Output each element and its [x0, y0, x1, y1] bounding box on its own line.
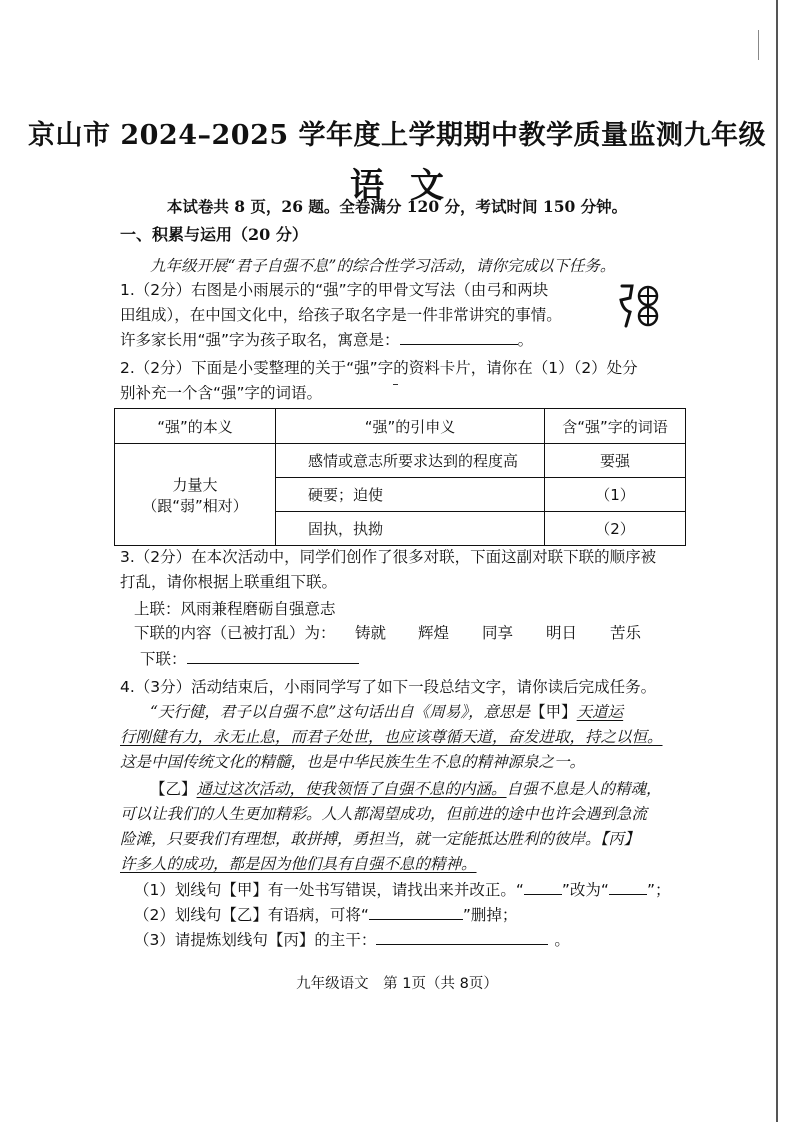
card-header-extended: “强”的引申义 [276, 409, 545, 444]
q2-line2: 别补充一个含“强”字的词语。 [120, 384, 323, 402]
q4-para2-line3: 险滩，只要我们有理想，敢拼搏，勇担当，就一定能抵达胜利的彼岸。【丙】 [120, 830, 640, 848]
couplet-scrambled [134, 621, 336, 643]
section-intro: 九年级开展“君子自强不息”的综合性学习活动，请你完成以下任务。 [150, 257, 616, 275]
exam-title: 京山市 2024–2025 学年度上学期期中教学质量监测九年级 [27, 120, 767, 151]
mark-yi: 【乙】 [150, 780, 197, 798]
scramble-word: 辉煌 [418, 624, 450, 642]
word-blank-1[interactable]: （1） [545, 478, 686, 512]
q4-task3: （3）请提炼划线句【丙】的主干： 。 [134, 931, 570, 949]
subject-title: 语文 [350, 166, 470, 206]
scramble-word: 明日 [546, 624, 578, 642]
scramble-word: 铸就 [355, 624, 387, 642]
extended-meaning-cell: 固执，执拗 [276, 512, 545, 546]
card-header-origin: “强”的本义 [115, 409, 276, 444]
extended-meaning-cell: 硬要；迫使 [276, 478, 545, 512]
task3-answer-blank[interactable] [376, 930, 548, 945]
q4-para2-line4: 许多人的成功，都是因为他们具有自强不息的精神。 [120, 855, 477, 873]
q3-answer-line [140, 647, 359, 669]
page-footer: 九年级语文 第 1页（共 8页） [296, 976, 498, 992]
q4-task2: （2）划线句【乙】有语病，可将“ ”删掉； [134, 906, 518, 924]
word-cell: 要强 [545, 444, 686, 478]
stray-mark [393, 384, 398, 385]
q3-answer-blank[interactable] [187, 649, 359, 664]
task1-correct-char-blank[interactable] [609, 880, 647, 895]
mark-jia: 【甲】 [530, 703, 577, 721]
extended-meaning-cell: 感情或意志所要求达到的程度高 [276, 444, 545, 478]
q4-para1-line2: 行刚健有力，永无止息，而君子处世，也应该尊循天道，奋发进取，持之以恒。 [120, 728, 663, 746]
task2-answer-blank[interactable] [369, 905, 463, 920]
section-heading: 一、积累与运用（20 分） [120, 225, 308, 244]
qiang-info-card [114, 408, 686, 546]
q4-para2-line1: 【乙】通过这次活动，使我领悟了自强不息的内涵。自强不息是人的精魂， [150, 780, 662, 798]
q1-answer-blank[interactable] [400, 330, 518, 345]
card-header-words: 含“强”字的词语 [545, 409, 686, 444]
q3-answer-label: 下联： [140, 650, 187, 668]
origin-meaning: 力量大 [172, 475, 218, 494]
q1-line1: 1.（2分）右图是小雨展示的“强”字的甲骨文写法（由弓和两块 [120, 281, 549, 299]
card-header-row [115, 409, 686, 444]
q4-line1: 4.（3分）活动结束后，小雨同学写了如下一段总结文字，请你读后完成任务。 [120, 678, 657, 696]
origin-note: （跟“弱”相对） [142, 496, 248, 515]
q3-line1: 3.（2分）在本次活动中，同学们创作了很多对联，下面这副对联下联的顺序被 [120, 548, 657, 566]
q3-line2: 打乱，请你根据上联重组下联。 [120, 573, 338, 591]
q4-task1: （1）划线句【甲】有一处书写错误，请找出来并改正。“ ”改为“ ”； [134, 881, 671, 899]
scrambled-label: 下联的内容（已被打乱）为： [134, 624, 336, 642]
q1-prompt: 许多家长用“强”字为孩子取名，寓意是： [120, 331, 400, 349]
q4-para2-line2: 可以让我们的人生更加精彩。人人都渴望成功，但前进的途中也许会遇到急流 [120, 805, 648, 823]
exam-info: 本试卷共 8 页，26 题。全卷满分 120 分，考试时间 150 分钟。 [166, 197, 628, 216]
word-blank-2[interactable]: （2） [545, 512, 686, 546]
scramble-word: 同享 [482, 624, 514, 642]
couplet-upper: 上联：风雨兼程磨砺自强意志 [134, 600, 336, 618]
card-origin-cell [115, 444, 276, 546]
q1-line3: 许多家长用“强”字为孩子取名，寓意是： 。 [120, 331, 534, 349]
task1-wrong-char-blank[interactable] [524, 880, 562, 895]
oracle-bone-qiang-icon [618, 282, 662, 328]
q1-line2: 田组成），在中国文化中，给孩子取名字是一件非常讲究的事情。 [120, 306, 562, 324]
q2-line1: 2.（2分）下面是小雯整理的关于“强”字的资料卡片，请你在（1）（2）处分 [120, 359, 638, 377]
q4-para1-line3: 这是中国传统文化的精髓，也是中华民族生生不息的精神源泉之一。 [120, 753, 586, 771]
table-row [115, 444, 686, 478]
q4-para1-line1: “天行健，君子以自强不息”这句话出自《周易》，意思是【甲】天道运 [150, 703, 624, 721]
scan-mark [758, 30, 759, 60]
scramble-word: 苦乐 [610, 624, 642, 642]
